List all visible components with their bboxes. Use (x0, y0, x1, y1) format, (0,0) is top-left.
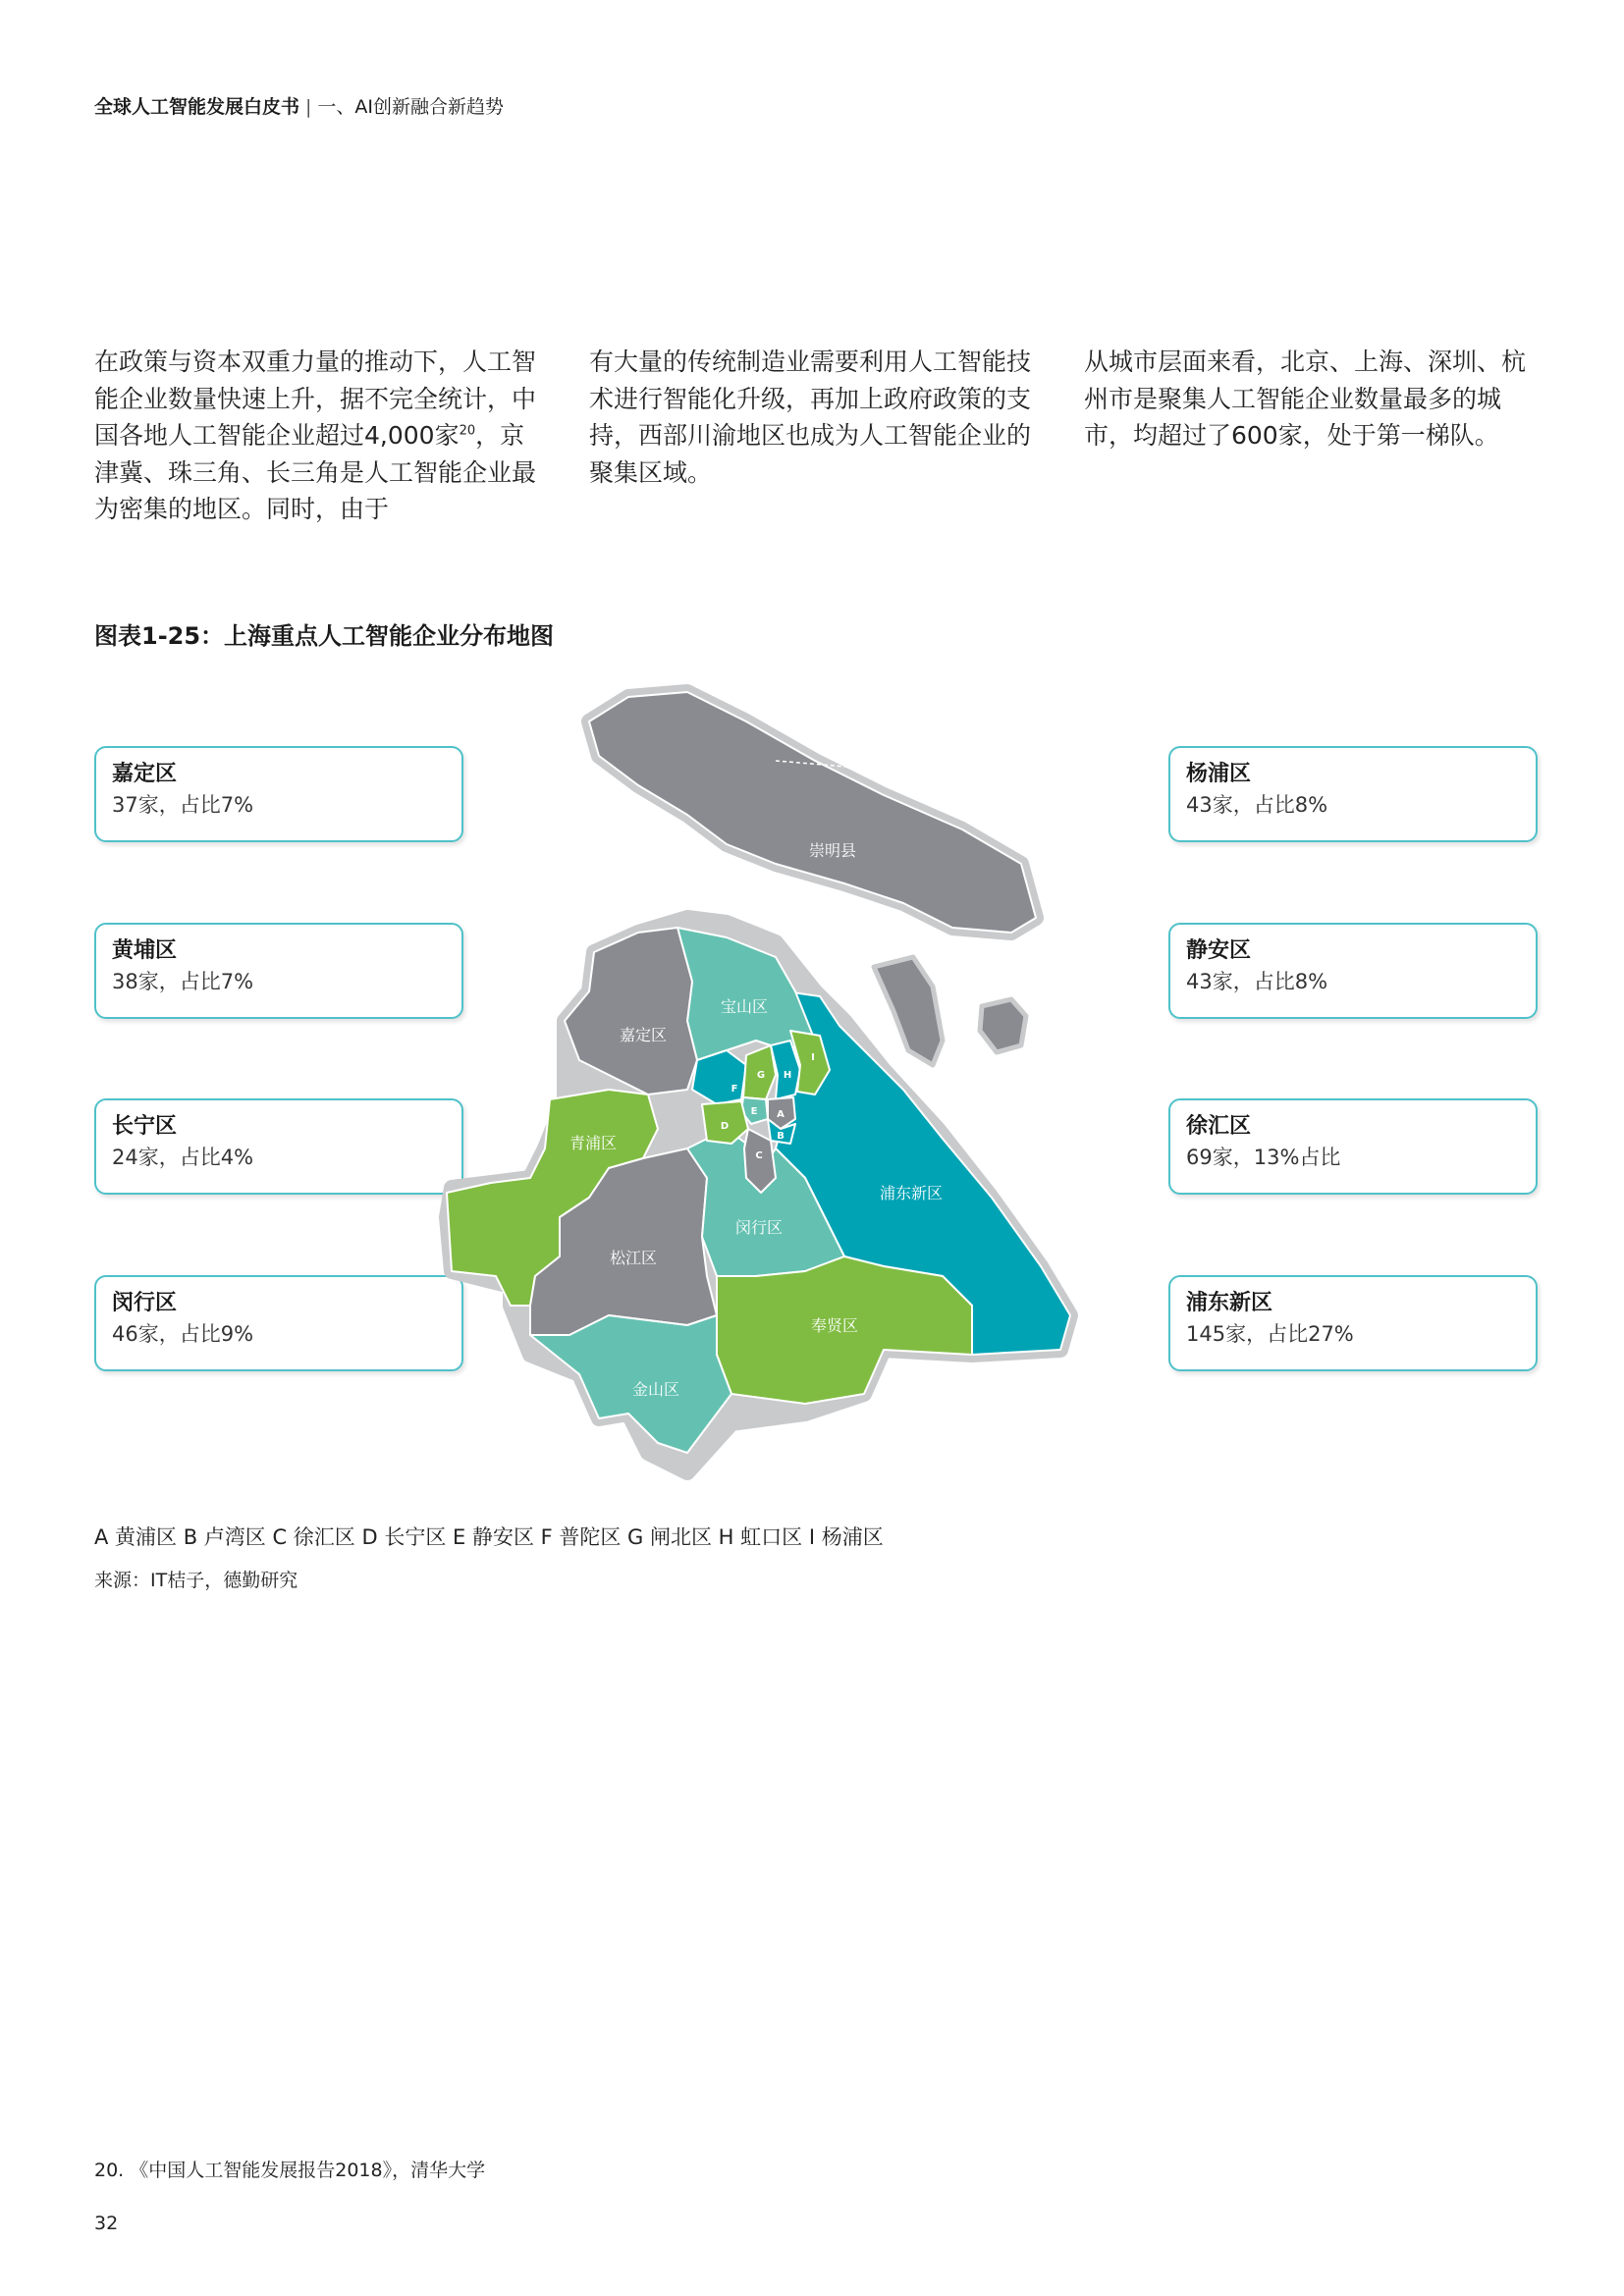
label-i: I (811, 1052, 815, 1063)
label-baoshan: 宝山区 (720, 997, 769, 1016)
label-b: B (777, 1131, 785, 1142)
label-qingpu: 青浦区 (568, 1134, 618, 1152)
card-pudong (1168, 1275, 1538, 1371)
body-column-3: 从城市层面来看，北京、上海、深圳、杭州市是聚集人工智能企业数量最多的城市，均超过了600家，处于第一梯队。 (1084, 347, 1527, 450)
island-changxing (874, 957, 943, 1065)
label-chongming: 崇明县 (808, 841, 857, 860)
card-name: 静安区 (1186, 938, 1252, 963)
footnote: 20. 《中国人工智能发展报告2018》，清华大学 (94, 2160, 486, 2181)
running-header (94, 92, 504, 119)
card-jingan (1168, 923, 1538, 1019)
card-value: 43家，占比8% (1186, 793, 1328, 817)
label-pudong: 浦东新区 (879, 1184, 944, 1202)
label-fengxian: 奉贤区 (810, 1316, 859, 1335)
card-value: 145家，占比27% (1186, 1322, 1354, 1346)
card-name: 浦东新区 (1186, 1291, 1273, 1315)
card-value: 37家，占比7% (112, 793, 254, 817)
card-huangpu (94, 923, 463, 1019)
card-name: 杨浦区 (1186, 762, 1252, 786)
label-a: A (777, 1109, 785, 1120)
label-c: C (755, 1150, 763, 1161)
label-d: D (720, 1121, 730, 1132)
card-value: 24家，占比4% (112, 1146, 254, 1169)
card-yangpu (1168, 746, 1538, 842)
figure-title: 图表1-25：上海重点人工智能企业分布地图 (94, 622, 555, 650)
label-jiading: 嘉定区 (619, 1026, 668, 1044)
label-g: G (756, 1070, 766, 1081)
district-chongming (589, 692, 1036, 933)
label-e: E (750, 1106, 758, 1117)
header-separator: | (305, 96, 312, 118)
shanghai-district-map (432, 667, 1100, 1502)
body-text: ，京津冀、珠三角、长三角是人工智能企业最为密集的地区。同时，由于 (94, 421, 537, 523)
card-name: 嘉定区 (112, 762, 178, 786)
footnote-ref[interactable]: 20 (459, 423, 476, 439)
card-name: 徐汇区 (1186, 1114, 1252, 1139)
header-section: 一、AI创新融合新趋势 (317, 96, 505, 118)
card-name: 闵行区 (112, 1291, 178, 1315)
label-minhang: 闵行区 (734, 1218, 784, 1237)
card-name: 黄埔区 (112, 938, 178, 963)
figure-source: 来源：IT桔子，德勤研究 (94, 1570, 298, 1591)
label-f: F (731, 1084, 738, 1095)
label-songjiang: 松江区 (609, 1249, 658, 1267)
card-changning (94, 1098, 463, 1195)
island-hengsha (980, 999, 1026, 1052)
card-minhang (94, 1275, 463, 1371)
card-value: 38家，占比7% (112, 970, 254, 993)
page-number: 32 (94, 2213, 119, 2234)
label-h: H (783, 1070, 792, 1081)
body-text: 在政策与资本双重力量的推动下，人工智能企业数量快速上升，据不完全统计，中国各地人工智能企业超过4,000家 (94, 347, 537, 450)
card-value: 43家，占比8% (1186, 970, 1328, 993)
label-jinshan: 金山区 (631, 1380, 680, 1399)
header-title: 全球人工智能发展白皮书 (94, 96, 300, 118)
card-jiading (94, 746, 463, 842)
card-name: 长宁区 (112, 1114, 178, 1139)
body-column-1 (94, 344, 546, 528)
body-column-2: 有大量的传统制造业需要利用人工智能技术进行智能化升级，再加上政府政策的支持，西部川渝地区也成为人工智能企业的聚集区域。 (589, 347, 1032, 487)
card-value: 46家，占比9% (112, 1322, 254, 1346)
map-legend: A 黄浦区 B 卢湾区 C 徐汇区 D 长宁区 E 静安区 F 普陀区 G 闸北区 H 虹口区 I 杨浦区 (94, 1525, 884, 1549)
card-xuhui (1168, 1098, 1538, 1195)
card-value: 69家，13%占比 (1186, 1146, 1341, 1169)
